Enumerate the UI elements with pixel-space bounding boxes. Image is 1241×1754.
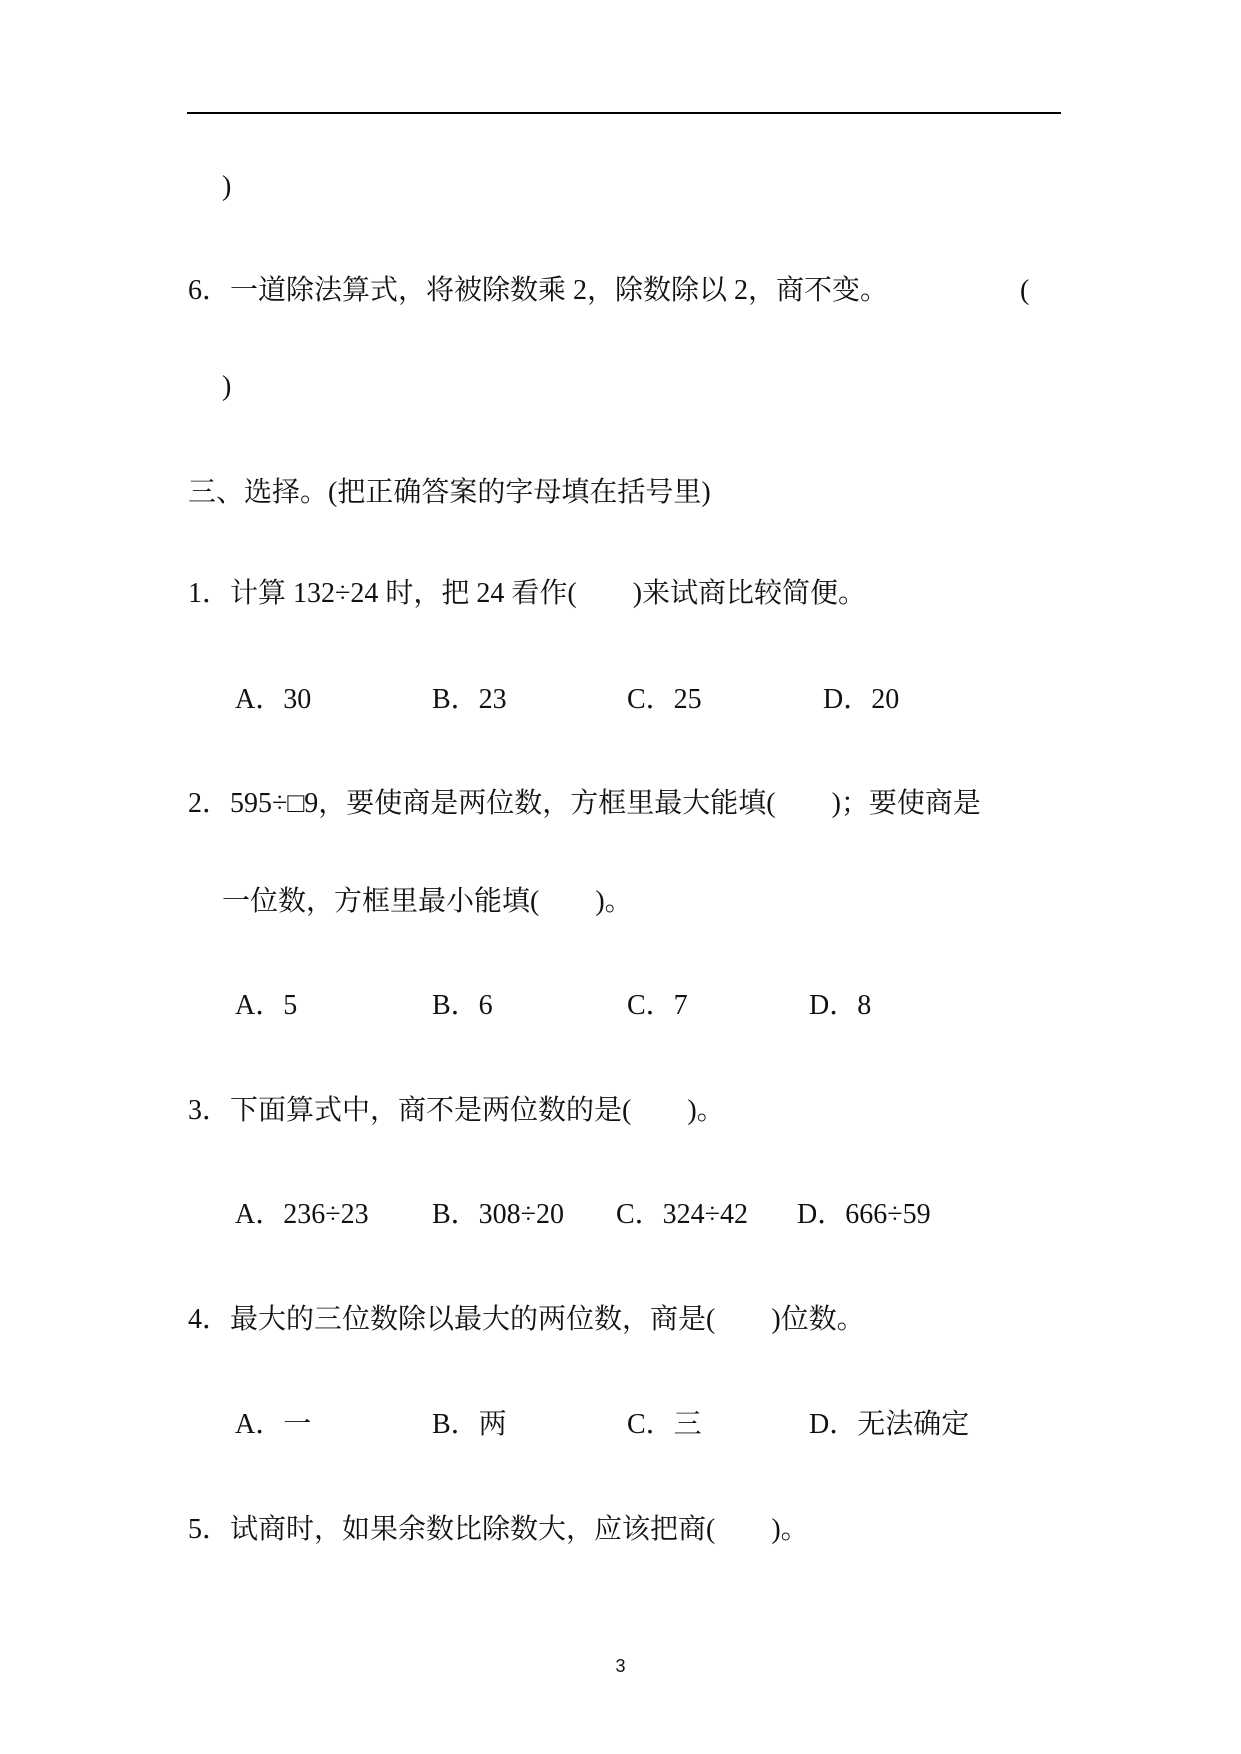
option-b: B．308÷20	[432, 1199, 565, 1230]
answer-paren-close: )	[222, 171, 232, 202]
choice-question-2-cont: 一位数，方框里最小能填( )。	[222, 886, 633, 917]
option-a: A．5	[235, 990, 298, 1021]
header-rule	[187, 112, 1061, 114]
option-b: B．6	[432, 990, 493, 1021]
option-a: A．一	[235, 1409, 312, 1440]
answer-paren-open: (	[1020, 275, 1030, 306]
option-c: C．三	[627, 1409, 702, 1440]
option-d: D．20	[823, 684, 900, 715]
page-number: 3	[615, 1656, 626, 1676]
choice-question-1: 1．计算 132÷24 时，把 24 看作( )来试商比较简便。	[188, 578, 867, 609]
option-a: A．236÷23	[235, 1199, 369, 1230]
choice-question-5: 5．试商时，如果余数比除数大，应该把商( )。	[188, 1514, 809, 1545]
option-c: C．324÷42	[616, 1199, 749, 1230]
option-b: B．两	[432, 1409, 507, 1440]
option-c: C．7	[627, 990, 688, 1021]
option-d: D．8	[809, 990, 872, 1021]
option-c: C．25	[627, 684, 702, 715]
section-heading-choice: 三、选择。(把正确答案的字母填在括号里)	[188, 477, 711, 508]
answer-paren-close: )	[222, 371, 232, 402]
option-d: D．666÷59	[797, 1199, 931, 1230]
option-b: B．23	[432, 684, 507, 715]
choice-question-4: 4．最大的三位数除以最大的两位数，商是( )位数。	[188, 1304, 865, 1335]
choice-question-2: 2．595÷□9，要使商是两位数，方框里最大能填( )；要使商是	[188, 788, 981, 819]
option-a: A．30	[235, 684, 312, 715]
judge-question-6: 6．一道除法算式，将被除数乘 2，除数除以 2，商不变。	[188, 275, 889, 306]
choice-question-3: 3．下面算式中，商不是两位数的是( )。	[188, 1095, 725, 1126]
option-d: D．无法确定	[809, 1409, 970, 1440]
